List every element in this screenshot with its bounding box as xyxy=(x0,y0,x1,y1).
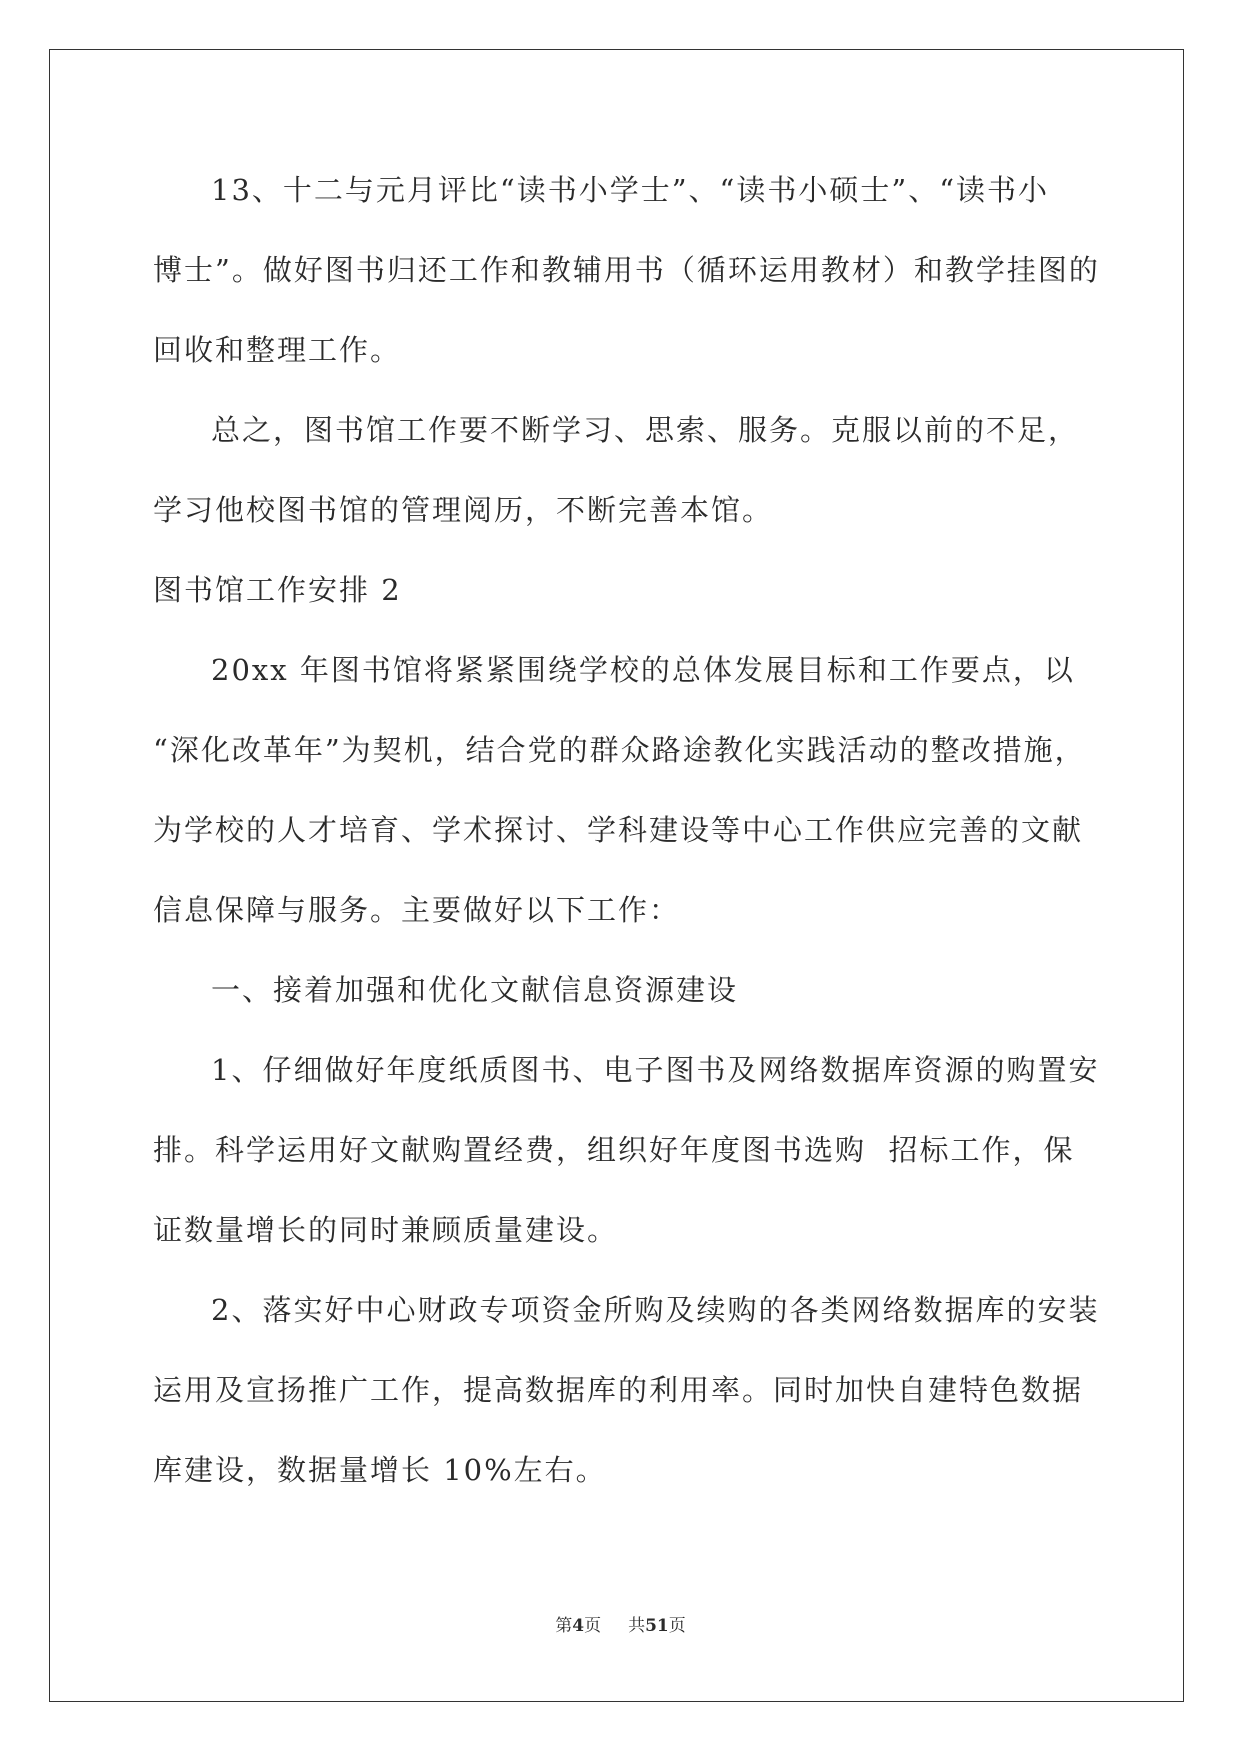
paragraph-line: 13、十二与元月评比“读书小学士”、“读书小硕士”、“读书小 xyxy=(211,173,1050,207)
paragraph-line: 证数量增长的同时兼顾质量建设。 xyxy=(153,1213,619,1247)
paragraph-line: 20xx 年图书馆将紧紧围绕学校的总体发展目标和工作要点，以 xyxy=(211,653,1075,687)
paragraph-line: 运用及宣扬推广工作，提高数据库的利用率。同时加快自建特色数据 xyxy=(153,1373,1084,1407)
total-unit: 页 xyxy=(668,1616,686,1636)
page-prefix: 第 xyxy=(555,1616,573,1636)
paragraph-line: 总之，图书馆工作要不断学习、思索、服务。克服以前的不足， xyxy=(211,413,1080,447)
paragraph-line: 回收和整理工作。 xyxy=(153,333,402,367)
paragraph-line: 学习他校图书馆的管理阅历，不断完善本馆。 xyxy=(153,493,774,527)
paragraph-line: 库建设，数据量增长 10%左右。 xyxy=(153,1453,607,1487)
section-heading: 图书馆工作安排 2 xyxy=(153,573,402,607)
paragraph-line: 1、仔细做好年度纸质图书、电子图书及网络数据库资源的购置安 xyxy=(211,1053,1100,1087)
paragraph-line: “深化改革年”为契机，结合党的群众路途教化实践活动的整改措施， xyxy=(153,733,1086,767)
paragraph-line: 2、落实好中心财政专项资金所购及续购的各类网络数据库的安装 xyxy=(211,1293,1100,1327)
paragraph-line: 排。科学运用好文献购置经费，组织好年度图书选购 招标工作，保 xyxy=(153,1133,1075,1167)
page-unit: 页 xyxy=(584,1616,602,1636)
page-footer xyxy=(0,1614,1241,1638)
page-number: 4 xyxy=(572,1616,585,1636)
paragraph-line: 为学校的人才培育、学术探讨、学科建设等中心工作供应完善的文献 xyxy=(153,813,1084,847)
total-pages: 51 xyxy=(645,1616,669,1636)
paragraph-line: 信息保障与服务。主要做好以下工作： xyxy=(153,893,681,927)
paragraph-line: 博士”。做好图书归还工作和教辅用书（循环运用教材）和教学挂图的 xyxy=(153,253,1100,287)
total-prefix: 共 xyxy=(628,1616,646,1636)
subsection-heading: 一、接着加强和优化文献信息资源建设 xyxy=(211,973,739,1007)
